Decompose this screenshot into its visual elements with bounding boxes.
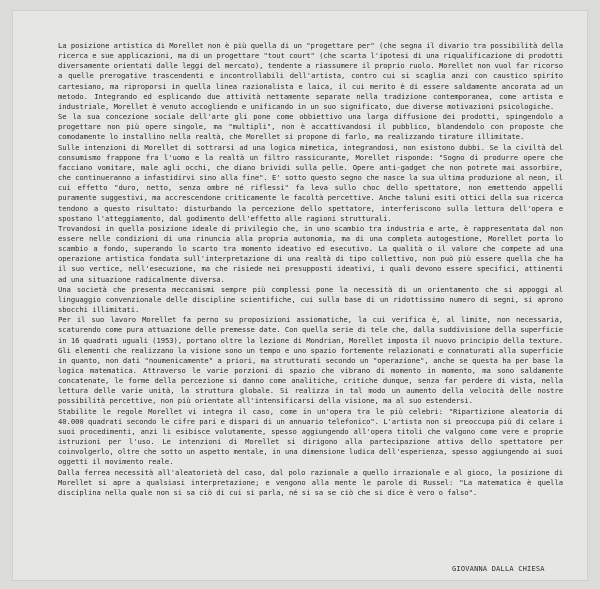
paragraph: Se la sua concezione sociale dell'arte gli pone come obbiettivo una larga diffusione dei prodotti, spingendolo a progettare non più opere singole, ma "multipli", non è accattivandosi il pubblico, blandendolo con proposte che comodamente lo installino nella realtà, che Morellet si propone di farlo, ma realizzando tirature illimitate. — [58, 112, 563, 142]
paragraph: Sulle intenzioni di Morellet di sottrarsi ad una logica mimetica, integrandosi, non esistono dubbi. Se la civiltà del consumismo frappone fra l'uomo e la realtà un filtro rassicurante, Morellet risponde: "Sogno di produrre opere che facciano vomitare, male agli occhi, che diano brividi sulla pelle. Opere anti-gadget che non potrete mai assorbire, che continueranno a infastidirvi sino alla fine". E' sotto questo segno che nasce la sua ultima produzione al neon, il cui effetto "duro, netto, senza ombre né riflessi" fa leva sullo choc dello spettatore, non emettendo appelli puramente suggestivi, ma accrescendone criticamente le facoltà percettive. Anche taluni esiti ottici della sua ricerca tendono a questo risultato: disturbando la percezione dello spettatore, interferiscono sulla lettura dell'opera e spostano l'atteggiamento, dal godimento dell'effetto alle ragioni strutturali. — [58, 142, 563, 223]
author-signature: GIOVANNA DALLA CHIESA — [452, 565, 545, 573]
paragraph: Per il suo lavoro Morellet fa perno su proposizioni assiomatiche, la cui verifica è, al limite, non necessaria, scaturendo come pura attuazione delle premesse date. Con quella serie di tele che, dalla suddivisione della superficie in 16 quadrati uguali (1953), portano oltre la lezione di Mondrian, Morellet imposta il nuovo principio della texture. Gli elementi che realizzano la visione sono un tempo e uno spazio fortemente relazionati e connaturati alla superficie in quanto, non dati "noumenicamente" a priori, ma strutturati secondo un "operazione", anche se questa ha per base la logica matematica. Attraverso le varie porzioni di spazio che vibrano di momento in momento, ma sono saldamente concatenate, le forme della percezione si danno come analitiche, critiche dunque, senza far perdere di vista, nella lettura delle varie unità, la struttura globale. Si realizza in tal modo un aumento della velocità delle nostre possibilità percettive, non più orientate all'intensificarsi della visione, ma al suo estendersi. — [58, 315, 563, 406]
paragraph: Una società che presenta meccanismi sempre più complessi pone la necessità di un orientamento che si appoggi al linguaggio convenzionale delle discipline scientifiche, cui sulla base di un ridottissimo numero di segni, si aprono sbocchi illimitati. — [58, 284, 563, 315]
document-body — [58, 41, 563, 498]
paragraph: Trovandosi in quella posizione ideale di privilegio che, in uno scambio tra industria e arte, è rappresentata dal non essere nelle condizioni di una rinuncia alla propria autonomia, ma di una completa autogestione, Morellet porta lo scambio a fondo, superando lo scarto tra momento ideativo ed esecutivo. La qualità o il valore che compete ad una operazione artistica fondata sull'interpretazione di una realtà di tipo collettivo, non può più essere quella che ha il suo vertice, nell'esecuzione, ma che risiede nei presupposti ideativi, i quali devono essere specifici, attinenti ad una situazione radicalmente diversa. — [58, 223, 563, 284]
paragraph: La posizione artistica di Morellet non è più quella di un "progettare per" (che segna il divario tra possibilità della ricerca e sue applicazioni, ma di un progettare "tout court" (che scarta l'ipotesi di una riqualificazione di prodotti diversamente orientati dalle leggi del mercato), tendente a riassumere il proprio ruolo. Morellet non vuol far ricorso a quelle prerogative trascendenti e incontrollabili dell'artista, contro cui si scaglia anzi con caustico spirito cartesiano, ma riproporsi in quella linea razionalista e laica, il cui merito è di essere saldamente ancorata ad un metodo. Integrando ed esplicando due attività nettamente separate nella tradizione contemporanea, come artista e industriale, Morellet è venuto accogliendo e unificando in un suo significato, due diverse motivazioni psicologiche. — [58, 41, 563, 111]
paragraph: Stabilite le regole Morellet vi integra il caso, come in un'opera tra le più celebri: "Ripartizione aleatoria di 40.000 quadrati secondo le cifre pari e dispari di un annuario telefonico". L'artista non si preoccupa più di celare i suoi procedimenti, anzi li esibisce volutamente, spesso aggiungendo all'opera titoli che valgono come vere e proprie istruzioni per l'uso. Le intenzioni di Morellet si dirigono alla partecipazione attiva dello spettatore per coinvolgerlo, oltre che sotto un aspetto mentale, in una dimensione ludica dell'esperienza, spesso aggiungendo ai suoi oggetti il movimento reale. — [58, 406, 563, 467]
paragraph: Dalla ferrea necessità all'aleatorietà del caso, dal polo razionale a quello irrazionale e al gioco, la posizione di Morellet si apre a qualsiasi interpretazione; e vengono alla mente le parole di Russel: "La matematica è quella disciplina nella quale non si sa ciò di cui si parla, né si sa se ciò che si dice è vero o falso". — [58, 467, 563, 497]
